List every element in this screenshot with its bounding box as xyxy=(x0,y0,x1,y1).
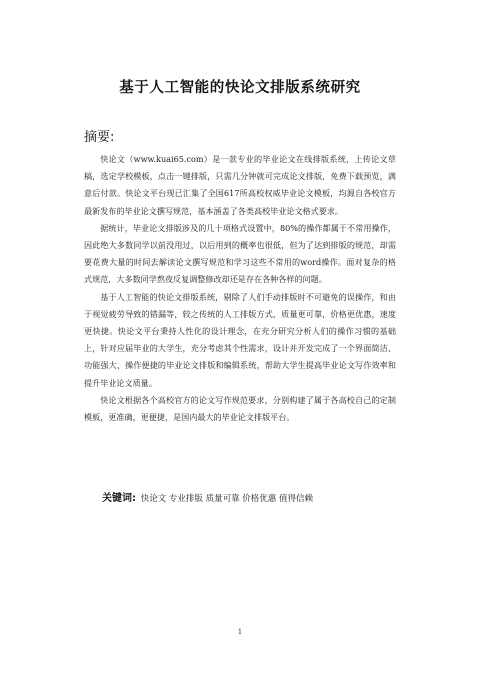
abstract-paragraph-3: 基于人工智能的快论文排版系统，剔除了人们手动排版时不可避免的误操作，和由于视觉疲劳导致的错漏等，较之传统的人工排版方式，质量更可靠，价格更优惠，速度更快捷。快论文平台秉持人性化的设计理念，在充分研究分析人们的操作习惯的基础上，针对应届毕业的大学生，充分考虑其个性需求，设计并开发完成了一个界面简洁、功能强大、操作便捷的毕业论文排版和编辑系统，帮助大学生提高毕业论文写作效率和提升毕业论文质量。 xyxy=(84,291,396,388)
abstract-paragraph-1: 快论文（www.kuai65.com）是一款专业的毕业论文在线排版系统，上传论文草稿，选定学校模板，点击一键排版，只需几分钟就可完成论文排版，免费下载预览，满意后付款。快论文平台现已汇集了全国617所高校权威毕业论文模板，均源自各校官方最新发布的毕业论文撰写规范，基本涵盖了各类高校毕业论文格式要求。 xyxy=(84,154,396,216)
abstract-heading: 摘要: xyxy=(84,130,115,145)
keywords-list: 快论文 专业排版 质量可靠 价格优惠 值得信赖 xyxy=(140,494,314,504)
abstract-body xyxy=(84,151,396,426)
keywords-label: 关键词: xyxy=(102,493,136,504)
abstract-paragraph-4: 快论文根据各个高校官方的论文写作规范要求，分别构建了属于各高校自己的定制模板，更准确，更便捷，是国内最大的毕业论文排版平台。 xyxy=(84,394,396,423)
keywords-line xyxy=(102,489,402,504)
page-number: 1 xyxy=(237,628,243,636)
paper-title: 基于人工智能的快论文排版系统研究 xyxy=(119,80,361,96)
abstract-paragraph-2: 据统计，毕业论文排版涉及的几十项格式设置中，80%的操作都属于不常用操作，因此绝大多数同学以前没用过，以后用到的概率也很低，但为了达到排版的规范，却需要花费大量的时间去解读论文撰写规范和学习这些不常用的word操作。面对复杂的格式规范，大多数同学熬夜反复调整修改却还是存在各种各样的问题。 xyxy=(84,222,396,285)
